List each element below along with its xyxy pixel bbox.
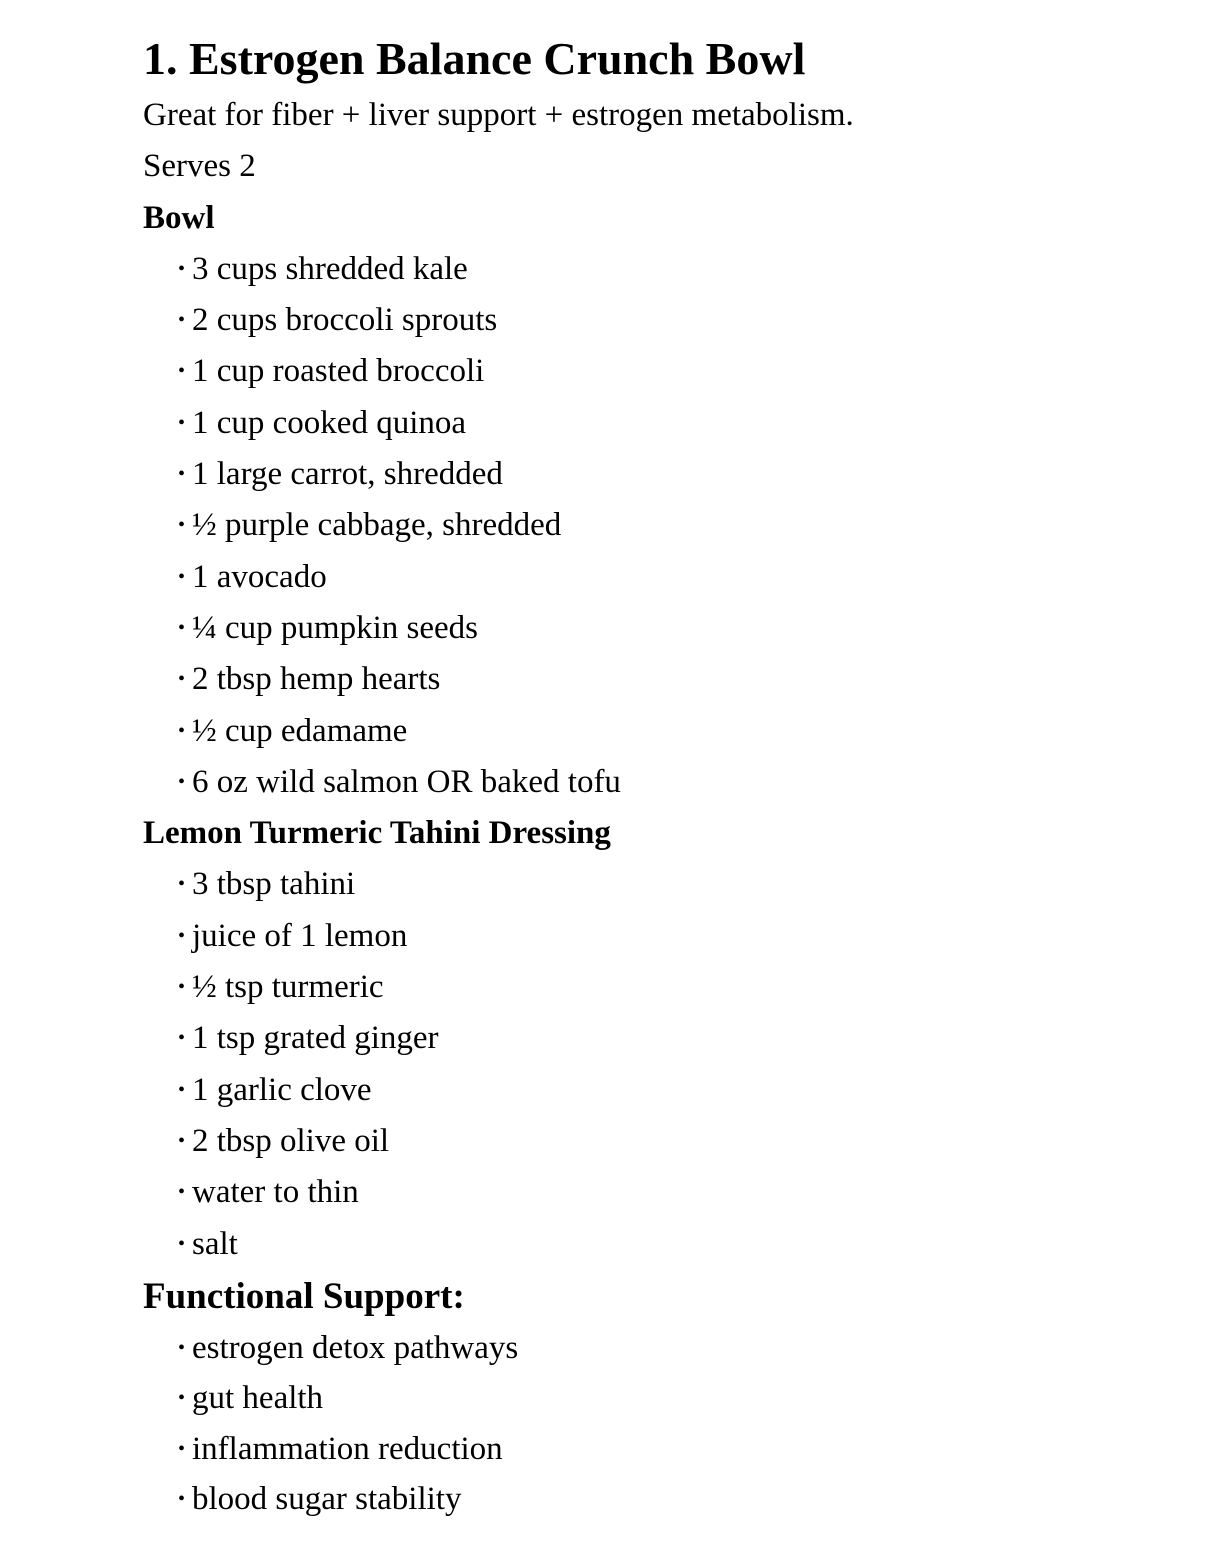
bullet-icon: • [178, 1232, 186, 1255]
list-item [176, 859, 1163, 910]
ingredient-text: water to thin [192, 1174, 359, 1211]
list-item [176, 346, 1163, 397]
list-item [176, 1323, 1163, 1374]
list-item [176, 1065, 1163, 1116]
recipe-description: Great for fiber + liver support + estrogen metabolism. [143, 97, 854, 133]
bowl-heading: Bowl [143, 199, 215, 236]
bullet-icon: • [178, 1027, 186, 1050]
bullet-icon: • [178, 514, 186, 537]
bullet-icon: • [178, 616, 186, 639]
bullet-icon: • [178, 1078, 186, 1101]
ingredient-text: 2 cups broccoli sprouts [192, 302, 498, 339]
list-item [176, 244, 1163, 295]
ingredient-text: juice of 1 lemon [192, 917, 408, 954]
ingredient-text: 1 cup roasted broccoli [192, 353, 485, 390]
bullet-icon: • [178, 1437, 186, 1460]
ingredient-text: 2 tbsp olive oil [192, 1122, 390, 1159]
list-item [176, 398, 1163, 449]
list-item [176, 1116, 1163, 1167]
ingredient-text: 1 avocado [192, 558, 327, 595]
ingredient-text: 3 cups shredded kale [192, 250, 468, 287]
list-item [176, 1219, 1163, 1270]
support-text: blood sugar stability [192, 1481, 462, 1518]
list-item [176, 1013, 1163, 1064]
support-list [143, 1323, 1163, 1525]
list-item [176, 654, 1163, 705]
support-heading: Functional Support: [143, 1275, 465, 1317]
list-item [176, 757, 1163, 808]
bullet-icon: • [178, 565, 186, 588]
list-item [176, 911, 1163, 962]
bullet-icon: • [178, 770, 186, 793]
bullet-icon: • [178, 668, 186, 691]
ingredient-text: ½ purple cabbage, shredded [192, 507, 562, 544]
bullet-icon: • [178, 1336, 186, 1359]
support-text: inflammation reduction [192, 1430, 503, 1467]
list-item [176, 500, 1163, 551]
ingredient-text: salt [192, 1225, 238, 1262]
list-item [176, 1373, 1163, 1424]
recipe-serves: Serves 2 [143, 148, 256, 185]
ingredient-text: 1 cup cooked quinoa [192, 404, 467, 441]
dressing-heading: Lemon Turmeric Tahini Dressing [143, 815, 611, 852]
dressing-ingredient-list [143, 859, 1163, 1269]
list-item [176, 1424, 1163, 1475]
ingredient-text: ½ tsp turmeric [192, 969, 384, 1006]
recipe-title: 1. Estrogen Balance Crunch Bowl [143, 33, 806, 84]
bullet-icon: • [178, 309, 186, 332]
list-item [176, 449, 1163, 500]
bullet-icon: • [178, 719, 186, 742]
bullet-icon: • [178, 924, 186, 947]
ingredient-text: 1 tsp grated ginger [192, 1020, 439, 1057]
bullet-icon: • [178, 873, 186, 896]
bullet-icon: • [178, 257, 186, 280]
list-item [176, 706, 1163, 757]
bullet-icon: • [178, 463, 186, 486]
bullet-icon: • [178, 1181, 186, 1204]
ingredient-text: 2 tbsp hemp hearts [192, 661, 441, 698]
bullet-icon: • [178, 1129, 186, 1152]
bowl-ingredient-list [143, 244, 1163, 808]
ingredient-text: 1 large carrot, shredded [192, 456, 503, 493]
list-item [176, 603, 1163, 654]
bullet-icon: • [178, 360, 186, 383]
ingredient-text: ¼ cup pumpkin seeds [192, 609, 478, 646]
list-item [176, 962, 1163, 1013]
recipe-document [143, 30, 1163, 1525]
support-text: estrogen detox pathways [192, 1329, 519, 1366]
bullet-icon: • [178, 976, 186, 999]
ingredient-text: 3 tbsp tahini [192, 866, 356, 903]
ingredient-text: 6 oz wild salmon OR baked tofu [192, 763, 621, 800]
support-text: gut health [192, 1380, 324, 1417]
ingredient-text: 1 garlic clove [192, 1071, 372, 1108]
bullet-icon: • [178, 411, 186, 434]
list-item [176, 1474, 1163, 1525]
bullet-icon: • [178, 1488, 186, 1511]
bullet-icon: • [178, 1387, 186, 1410]
list-item [176, 1167, 1163, 1218]
list-item [176, 295, 1163, 346]
ingredient-text: ½ cup edamame [192, 712, 408, 749]
list-item [176, 552, 1163, 603]
